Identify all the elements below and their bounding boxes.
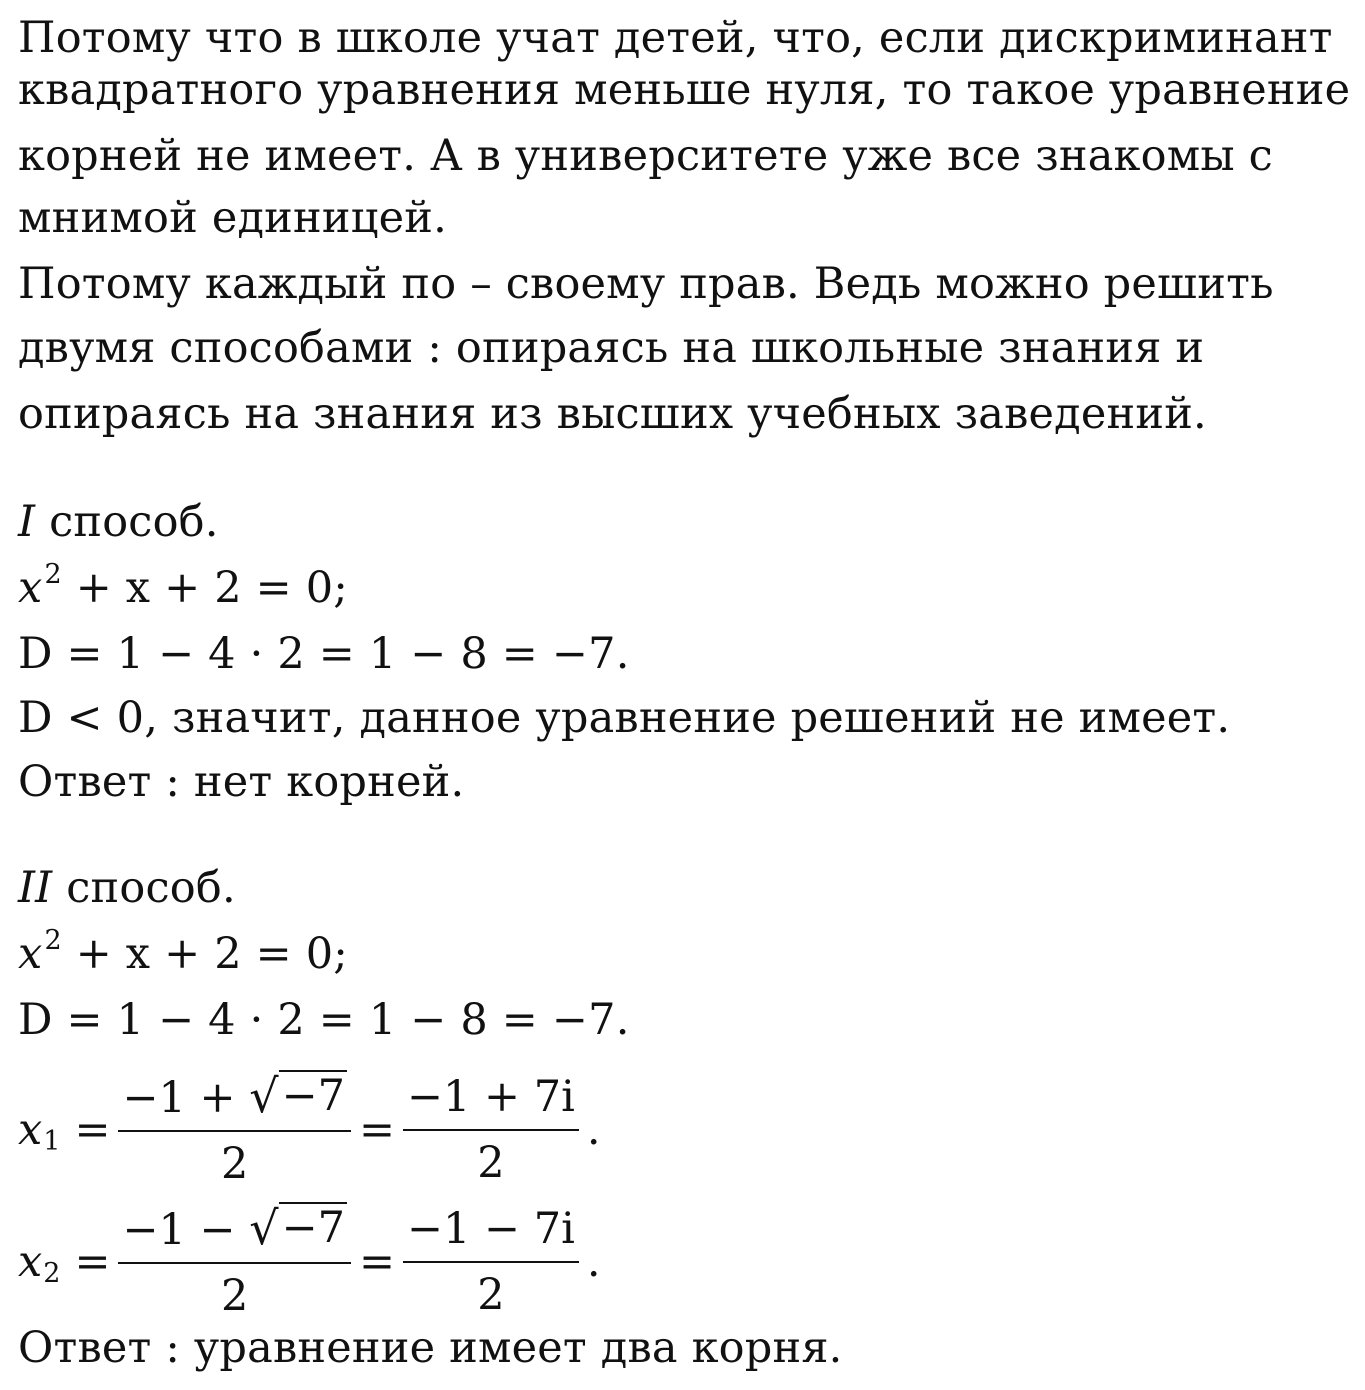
root-x1-formula	[18, 1060, 601, 1200]
method1-eq-rest: + x + 2 = 0;	[61, 563, 348, 613]
x1-equals-2: =	[358, 1105, 395, 1155]
method1-discriminant: D = 1 − 4 · 2 = 1 − 8 = −7.	[18, 629, 630, 679]
intro-line-7: опираясь на знания из высших учебных заведений.	[18, 389, 1207, 439]
x1-numerator-complex: −1 + 7i	[406, 1072, 575, 1122]
intro-line-5: Потому каждый по – своему прав. Ведь можно решить	[18, 259, 1274, 309]
method2-equation	[18, 922, 348, 986]
intro-line-4: мнимой единицей.	[18, 193, 447, 243]
method1-title: способ.	[49, 497, 219, 547]
method1-eq-exp: 2	[44, 559, 62, 590]
x1-fraction-complex	[403, 1071, 579, 1189]
x2-numerator-complex: −1 − 7i	[406, 1204, 575, 1254]
method2-title: способ.	[66, 863, 236, 913]
x2-equals-1: =	[74, 1237, 111, 1287]
x1-equals-1: =	[74, 1105, 111, 1155]
method1-cond-math: D < 0,	[18, 693, 159, 743]
method2-eq-base: x	[18, 929, 43, 979]
x1-denominator-2: 2	[477, 1138, 505, 1188]
method1-condition	[18, 686, 1230, 750]
method2-heading	[18, 856, 236, 920]
x2-fraction-radical	[118, 1202, 350, 1322]
x2-period: .	[586, 1237, 601, 1287]
intro-line-1: Потому что в школе учат детей, что, если дискриминант	[18, 13, 1333, 63]
x1-numerator-radical	[118, 1070, 350, 1130]
sqrt-icon: √	[249, 1069, 279, 1123]
method1-equation	[18, 556, 348, 620]
method1-answer: Ответ : нет корней.	[18, 757, 465, 807]
x1-period: .	[586, 1105, 601, 1155]
x2-fraction-complex	[403, 1203, 579, 1321]
x1-fraction-radical	[118, 1070, 350, 1190]
x2-radicand: −7	[279, 1202, 347, 1250]
x2-variable: x	[18, 1237, 43, 1287]
method2-eq-rest: + x + 2 = 0;	[61, 929, 348, 979]
x2-subscript: 2	[43, 1257, 61, 1289]
x2-num-prefix: −1 −	[122, 1205, 250, 1255]
method2-roman: II	[18, 863, 53, 913]
x1-sqrt	[249, 1069, 347, 1123]
intro-line-3: корней не имеет. А в университете уже все знакомы с	[18, 131, 1273, 181]
x2-numerator-radical	[118, 1202, 350, 1262]
method1-heading	[18, 490, 219, 554]
sqrt-icon: √	[249, 1201, 279, 1255]
x1-subscript: 1	[43, 1125, 61, 1157]
method2-eq-exp: 2	[44, 925, 62, 956]
x1-variable: x	[18, 1105, 43, 1155]
method2-discriminant: D = 1 − 4 · 2 = 1 − 8 = −7.	[18, 995, 630, 1045]
intro-line-2: квадратного уравнения меньше нуля, то такое уравнение	[18, 65, 1351, 115]
method1-roman: I	[18, 497, 36, 547]
intro-line-6: двумя способами : опираясь на школьные знания и	[18, 323, 1205, 373]
x1-num-prefix: −1 +	[122, 1073, 250, 1123]
root-x2-formula	[18, 1192, 601, 1332]
x1-denominator-1: 2	[221, 1139, 249, 1189]
method1-cond-text: значит, данное уравнение решений не имеет.	[171, 693, 1231, 743]
x1-radicand: −7	[279, 1070, 347, 1118]
method1-eq-base: x	[18, 563, 43, 613]
x2-equals-2: =	[358, 1237, 395, 1287]
x2-denominator-1: 2	[221, 1271, 249, 1321]
method2-answer: Ответ : уравнение имеет два корня.	[18, 1323, 843, 1373]
x2-sqrt	[249, 1201, 347, 1255]
x2-denominator-2: 2	[477, 1270, 505, 1320]
